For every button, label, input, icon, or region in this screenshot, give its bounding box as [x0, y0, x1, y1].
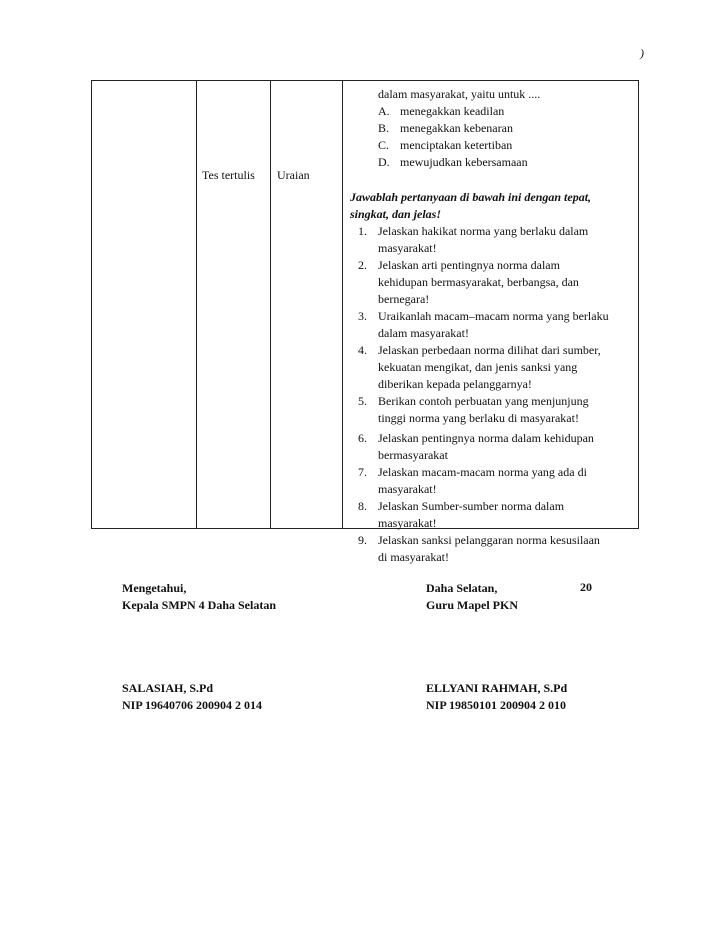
- option-d: D. mewujudkan kebersamaan: [378, 155, 528, 169]
- essay-question-1: 1. Jelaskan hakikat norma yang berlaku dalam masyarakat!: [358, 224, 589, 255]
- teacher-signature-block: ELLYANI RAHMAH, S.Pd NIP 19850101 200904 2 010: [426, 681, 568, 712]
- question-content-cell: [348, 81, 638, 566]
- assessment-technique-cell: Tes tertulis: [202, 168, 255, 182]
- option-b: B. menegakkan kebenaran: [378, 121, 513, 135]
- approver-signature-block: SALASIAH, S.Pd NIP 19640706 200904 2 014: [122, 681, 263, 712]
- table-column-divider: [342, 81, 343, 528]
- assessment-table: [91, 80, 639, 564]
- instruction-text: Jawablah pertanyaan di bawah ini dengan tepat, singkat, dan jelas!: [350, 190, 592, 221]
- essay-question-3: 3. Uraikanlah macam–macam norma yang berlaku dalam masyarakat!: [358, 309, 609, 340]
- essay-question-5: 5. Berikan contoh perbuatan yang menjunjung tinggi norma yang berlaku di masyarakat!: [358, 394, 589, 425]
- option-a: A. menegakkan keadilan: [378, 104, 505, 118]
- question-stem-tail: dalam masyarakat, yaitu untuk ....: [378, 87, 541, 101]
- essay-question-4: 4. Jelaskan perbedaan norma dilihat dari sumber, kekuatan mengikat, dan jenis sanksi yang diberikan kepada pelanggarnya!: [358, 343, 601, 391]
- essay-question-9: 9. Jelaskan sanksi pelanggaran norma kesusilaan di masyarakat!: [358, 533, 600, 564]
- teacher-label-block: Daha Selatan, Guru Mapel PKN: [426, 581, 518, 612]
- essay-question-7: 7. Jelaskan macam-macam norma yang ada di masyarakat!: [358, 465, 587, 496]
- essay-question-6: 6. Jelaskan pentingnya norma dalam kehidupan bermasyarakat: [358, 431, 594, 462]
- essay-question-8: 8. Jelaskan Sumber-sumber norma dalam masyarakat!: [358, 499, 565, 530]
- approver-label-block: Mengetahui, Kepala SMPN 4 Daha Selatan: [122, 581, 277, 612]
- essay-question-2: 2. Jelaskan arti pentingnya norma dalam kehidupan bermasyarakat, berbangsa, dan bernegara!: [358, 258, 579, 306]
- table-column-divider: [196, 81, 197, 528]
- option-c: C. menciptakan ketertiban: [378, 138, 513, 152]
- assessment-form-cell: Uraian: [277, 168, 310, 182]
- table-column-divider: [270, 81, 271, 528]
- page-corner-mark: ): [640, 46, 644, 60]
- signature-year: 20: [580, 580, 592, 594]
